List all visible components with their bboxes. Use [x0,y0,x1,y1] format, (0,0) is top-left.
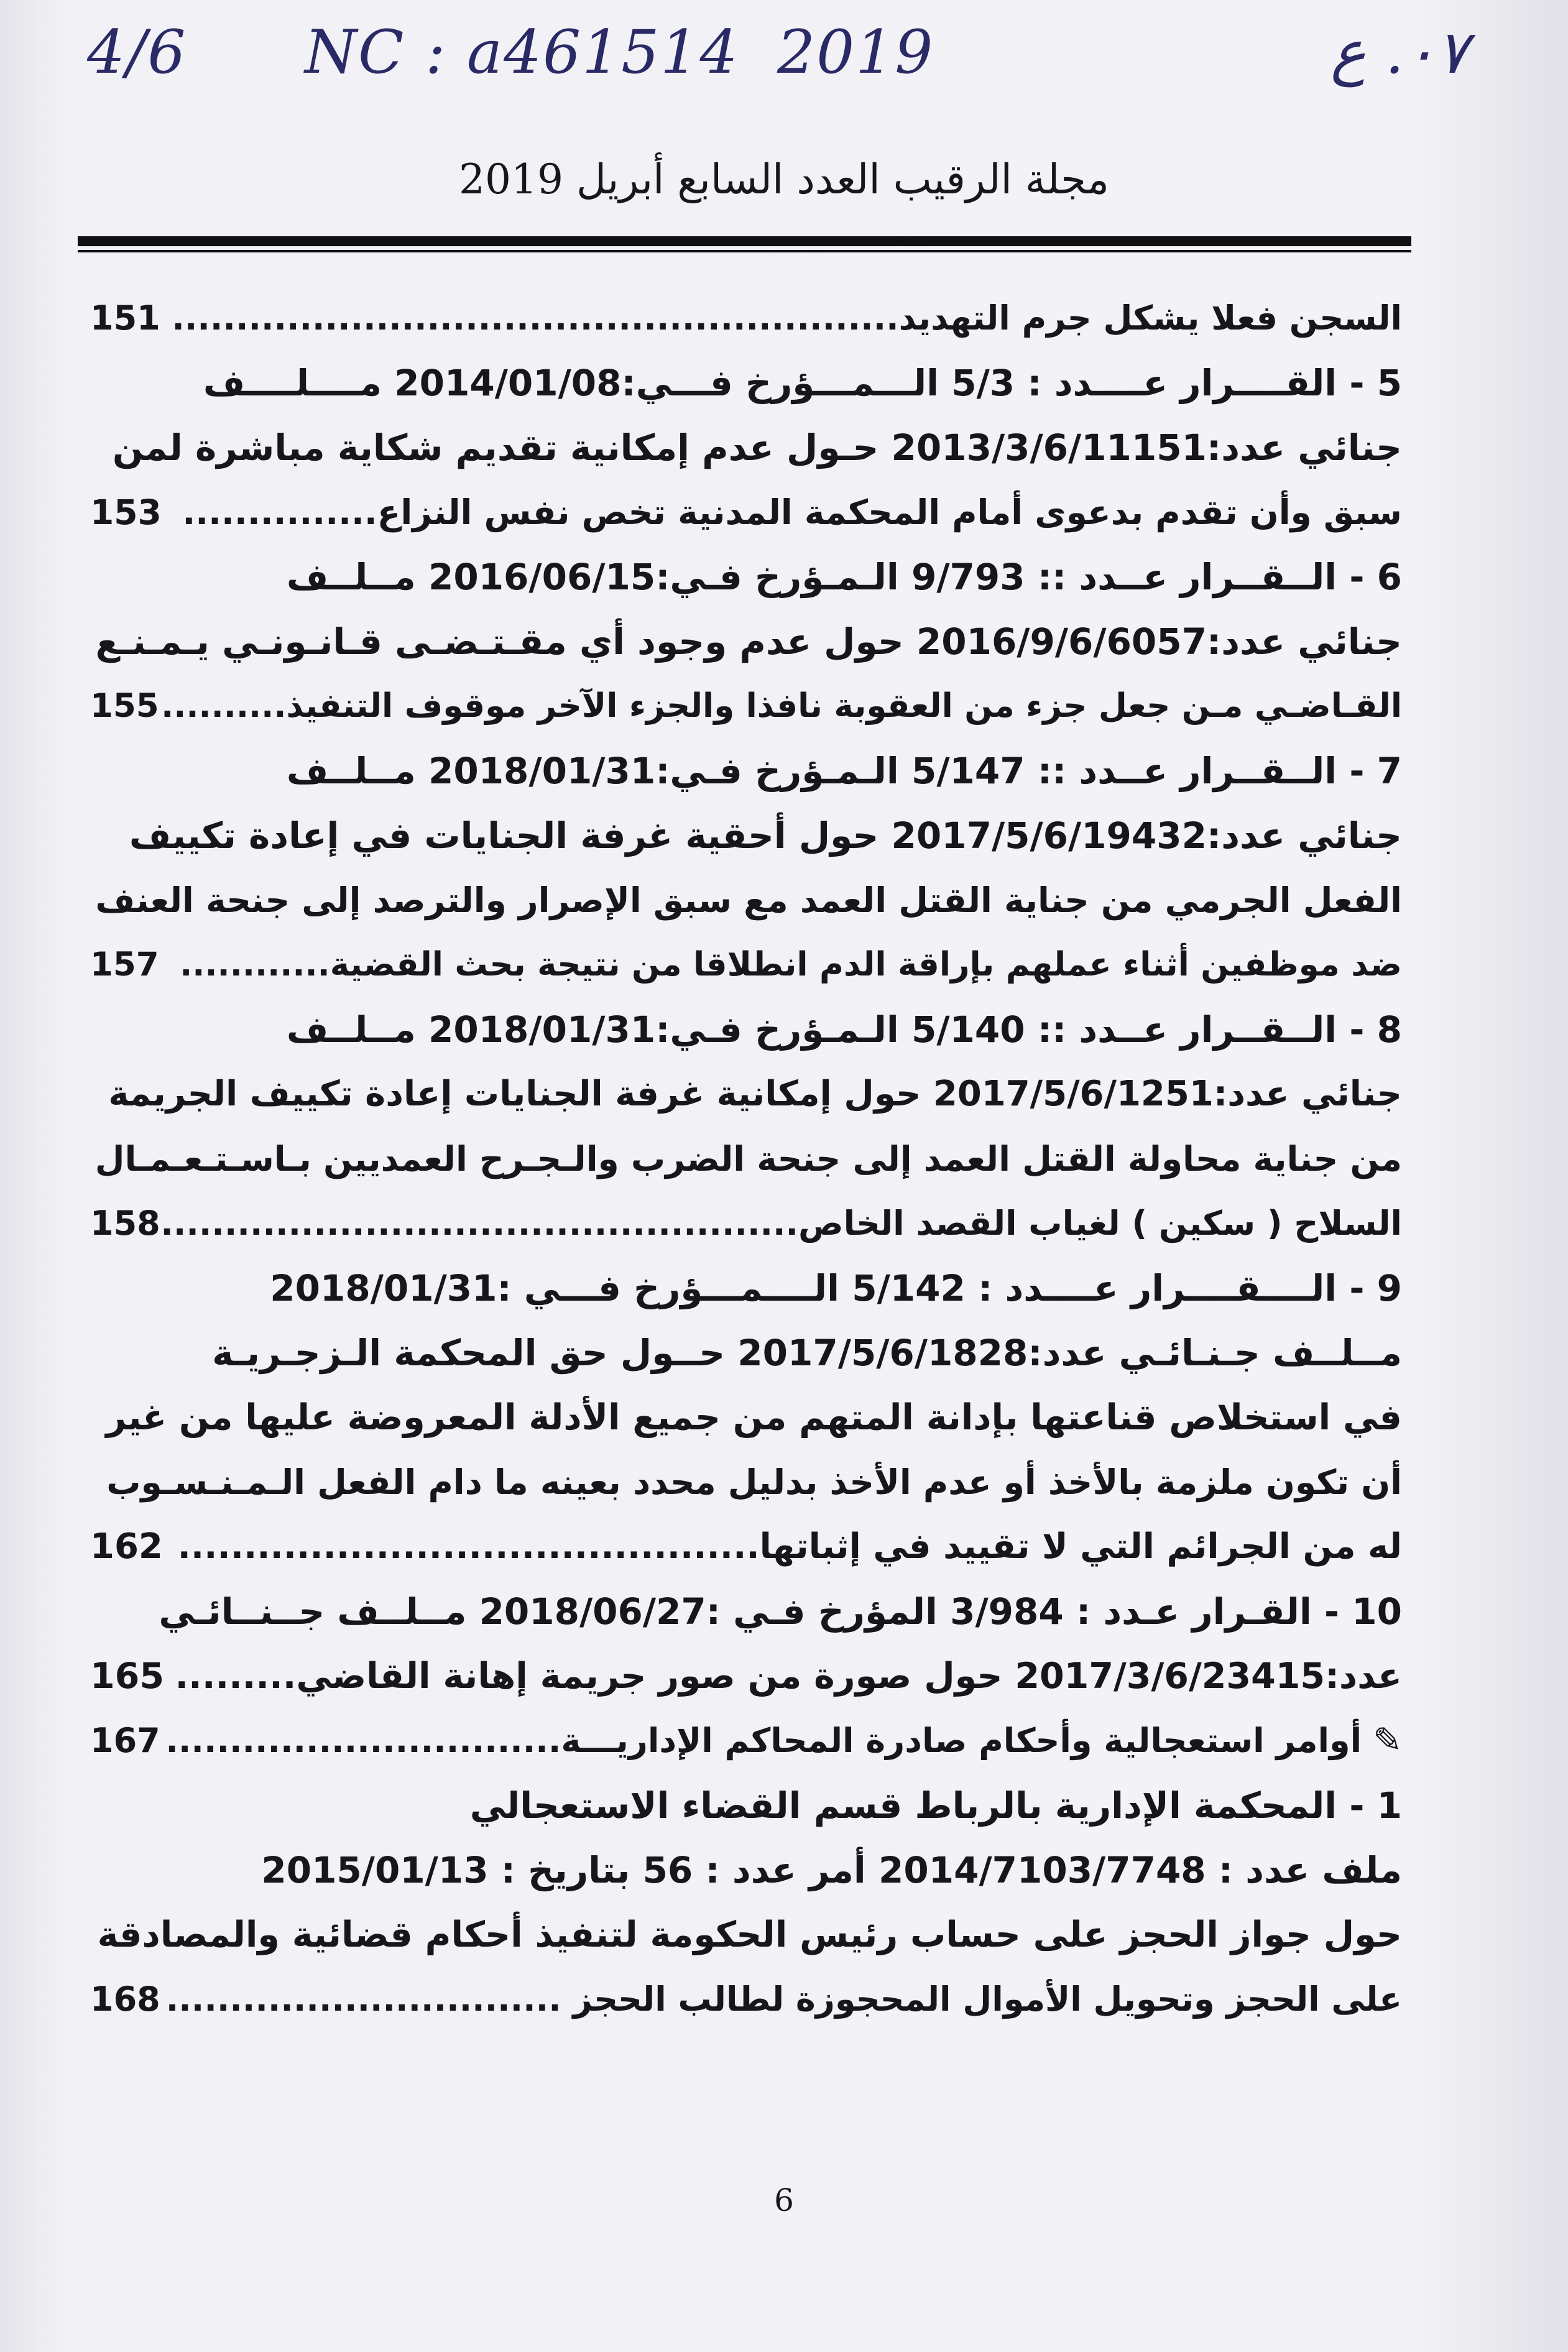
table-of-contents [90,286,1402,2032]
toc-entry-text: جنائي عدد:2017/5/6/19432 حول أحقية غرفة الجنايات في إعادة تكييف [129,814,1402,857]
page-number: 6 [774,2182,794,2218]
toc-line [90,415,1402,480]
handwritten-nc-number: NC : a461514 [305,17,739,87]
toc-entry-text: القـاضـي مـن جعل جزء من العقوبة نافذا والجزء الآخر موقوف التنفيذ.......... [161,687,1402,725]
toc-entry-text: له من الجرائم التي لا تقييد في إثباتها............................................ [177,1526,1402,1567]
toc-line [90,1062,1402,1127]
toc-line [90,933,1402,997]
toc-page-number: 158 [90,1204,160,1243]
toc-entry-text: ضد موظفين أثناء عملهم بإراقة الدم انطلاقا من نتيجة بحث القضية............ [180,946,1402,984]
toc-page-number: 167 [90,1721,160,1760]
toc-line [90,609,1402,674]
toc-line [90,1967,1402,2032]
header-rule-thick [78,236,1411,246]
toc-entry-text: 7 - الــقــرار عــدد :: 5/147 الـمـؤرخ فـي:2018/01/31 مــلــف [286,750,1402,792]
handwritten-code: ٠٧. ع [1330,17,1469,87]
toc-entry-text: سبق وأن تقدم بدعوى أمام المحكمة المدنية تخص نفس النزاع............... [182,492,1402,532]
toc-page-number: 165 [90,1656,164,1697]
toc-entry-text: من جناية محاولة القتل العمد إلى جنحة الضرب والـجـرح العمديين بـاسـتـعـمـال [95,1139,1402,1179]
toc-page-number: 153 [90,492,162,532]
toc-line [90,1256,1402,1321]
toc-line [90,1773,1402,1838]
toc-page-number: 162 [90,1526,163,1567]
toc-line [90,868,1402,933]
toc-line [90,1579,1402,1644]
toc-line [90,480,1402,545]
toc-line [90,1902,1402,1967]
toc-entry-text: في استخلاص قناعتها بإدانة المتهم من جميع الأدلة المعروضة عليها من غير [106,1397,1402,1438]
toc-entry-text: 9 - الــــقــــرار عــــدد : 5/142 الــــمـــؤرخ فـــي :2018/01/31 [270,1267,1402,1309]
toc-line [90,286,1402,351]
toc-line [90,1127,1402,1191]
toc-entry-text: 8 - الــقــرار عــدد :: 5/140 الـمـؤرخ فـي:2018/01/31 مــلــف [286,1008,1402,1051]
toc-entry-text: السجن فعلا يشكل جرم التهديد......................................................... [172,298,1402,338]
toc-entry-text: 6 - الــقــرار عــدد :: 9/793 الـمـؤرخ فـي:2016/06/15 مــلــف [286,556,1402,598]
toc-entry-text: على الحجز وتحويل الأموال المحجوزة لطالب الحجز ............................... [165,1980,1402,2019]
handwritten-year: 2019 [777,17,934,87]
toc-entry-text: الفعل الجرمي من جناية القتل العمد مع سبق الإصرار والترصد إلى جنحة العنف [95,880,1402,920]
toc-entry-text: أن تكون ملزمة بالأخذ أو عدم الأخذ بدليل محدد بعينه ما دام الفعل الـمـنـسـوب [106,1462,1402,1502]
toc-line [90,545,1402,609]
toc-entry-text: جنائي عدد:2016/9/6/6057 حول عدم وجود أي مقـتـضـى قـانـونـي يـمـنـع [95,620,1402,663]
toc-line [90,1709,1402,1773]
toc-line [90,1385,1402,1450]
toc-line [90,1191,1402,1256]
toc-line [90,803,1402,868]
header-rule-thin [78,250,1411,252]
toc-line [90,997,1402,1062]
toc-entry-text: جنائي عدد:2013/3/6/11151 حـول عدم إمكانية تقديم شكاية مباشرة لمن [112,427,1402,469]
toc-entry-text: السلاح ( سكين ) لغياب القصد الخاص.................................................. [160,1204,1402,1243]
toc-entry-text: 5 - القــــرار عــــدد : 5/3 الـــمـــؤرخ فـــي:2014/01/08 مــــلــــف [203,362,1402,404]
toc-line [90,739,1402,803]
toc-entry-text: أوامر استعجالية وأحكام صادرة المحاكم الإداريـــة............................... [165,1721,1362,1760]
toc-entry-text: 1 - المحكمة الإدارية بالرباط قسم القضاء الاستعجالي [469,1784,1402,1827]
toc-entry-text: حول جواز الحجز على حساب رئيس الحكومة لتنفيذ أحكام قضائية والمصادقة [97,1914,1402,1955]
toc-entry-text: مــلــف جـنـائـي عدد:2017/5/6/1828 حــول حق المحكمة الـزجـريـة [212,1332,1402,1374]
toc-entry-text: جنائي عدد:2017/5/6/1251 حول إمكانية غرفة الجنايات إعادة تكييف الجريمة [108,1074,1402,1114]
toc-entry-text: 10 - القـرار عـدد : 3/984 المؤرخ فـي :2018/06/27 مــلــف جــنــائـي [159,1590,1402,1633]
toc-page-number: 151 [90,298,160,338]
toc-entry-text: ملف عدد : 2014/7103/7748 أمر عدد : 56 بتاريخ : 2015/01/13 [261,1849,1402,1891]
toc-line [90,1644,1402,1709]
toc-line [90,1515,1402,1579]
toc-line [90,351,1402,415]
pen-bullet-icon: ✎ [1373,1720,1402,1761]
handwritten-page-ref: 4/6 [87,17,187,87]
journal-title: مجلة الرقيب العدد السابع أبريل 2019 [459,155,1109,203]
toc-line [90,674,1402,739]
toc-page-number: 157 [90,946,159,984]
toc-line [90,1838,1402,1902]
toc-page-number: 155 [90,687,159,725]
toc-line [90,1450,1402,1515]
toc-line [90,1321,1402,1385]
toc-page-number: 168 [90,1980,160,2019]
toc-entry-text: عدد:2017/3/6/23415 حول صورة من صور جريمة إهانة القاضي......... [175,1656,1402,1697]
